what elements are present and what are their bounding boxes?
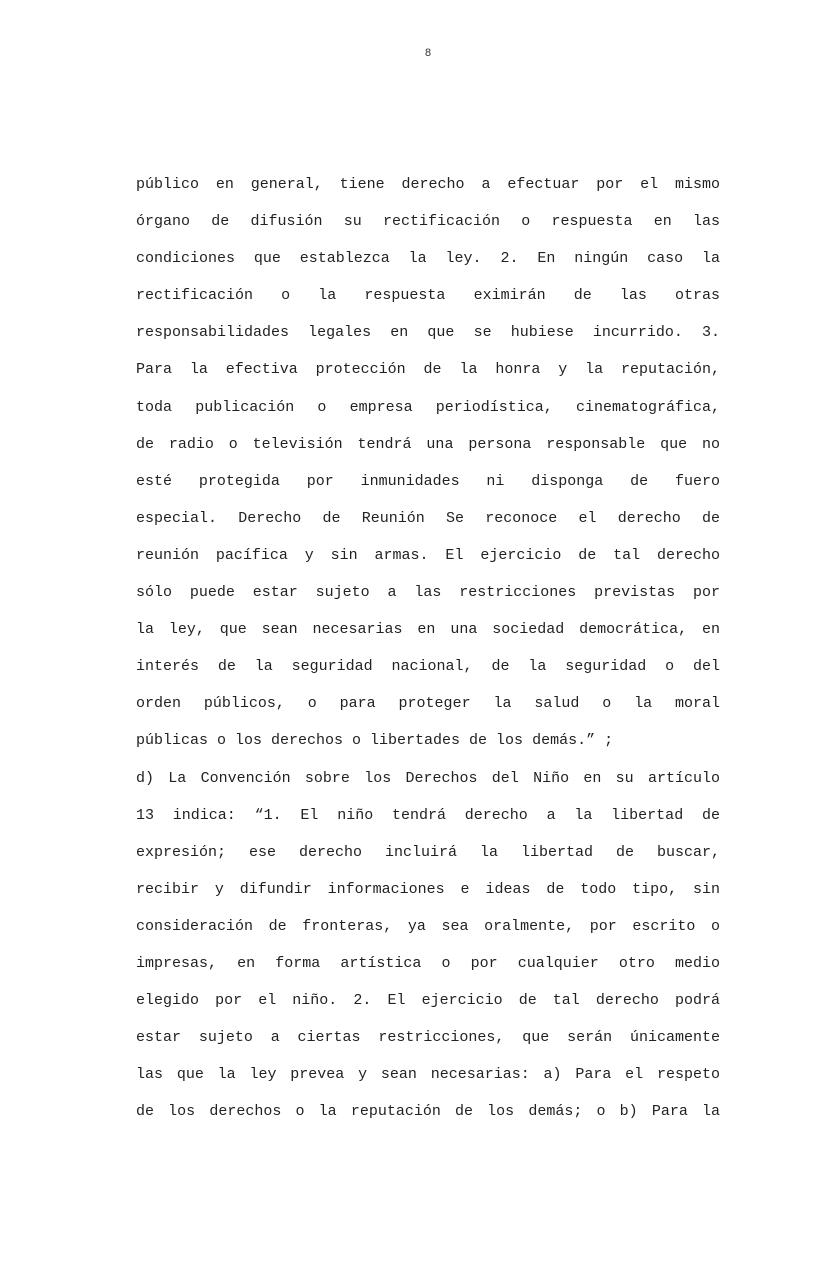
text-line: toda publicación o empresa periodística, cinematográfica,: [136, 398, 720, 416]
text-line: interés de la seguridad nacional, de la seguridad o del: [136, 658, 720, 676]
text-line: estar sujeto a ciertas restricciones, que serán únicamente: [136, 1029, 720, 1047]
text-line: esté protegida por inmunidades ni disponga de fuero: [136, 472, 720, 490]
text-line: especial. Derecho de Reunión Se reconoce el derecho de: [136, 509, 720, 527]
text-line: elegido por el niño. 2. El ejercicio de tal derecho podrá: [136, 992, 720, 1010]
text-line: condiciones que establezca la ley. 2. En ningún caso la: [136, 250, 720, 268]
text-line: d) La Convención sobre los Derechos del Niño en su artículo: [136, 769, 720, 787]
text-line: orden públicos, o para proteger la salud o la moral: [136, 695, 720, 713]
text-line: 13 indica: “1. El niño tendrá derecho a la libertad de: [136, 806, 720, 824]
body-text: [136, 172, 720, 1136]
text-line: consideración de fronteras, ya sea oralmente, por escrito o: [136, 917, 720, 935]
page-number: 8: [424, 48, 432, 60]
text-line: Para la efectiva protección de la honra y la reputación,: [136, 361, 720, 379]
text-line: impresas, en forma artística o por cualquier otro medio: [136, 954, 720, 972]
text-line: de radio o televisión tendrá una persona responsable que no: [136, 435, 720, 453]
text-line: las que la ley prevea y sean necesarias: a) Para el respeto: [136, 1066, 720, 1084]
text-line: de los derechos o la reputación de los demás; o b) Para la: [136, 1103, 720, 1121]
text-line: rectificación o la respuesta eximirán de las otras: [136, 287, 720, 305]
text-line: órgano de difusión su rectificación o respuesta en las: [136, 213, 720, 231]
text-line: sólo puede estar sujeto a las restricciones previstas por: [136, 584, 720, 602]
text-line: reunión pacífica y sin armas. El ejercicio de tal derecho: [136, 546, 720, 564]
text-line: recibir y difundir informaciones e ideas de todo tipo, sin: [136, 880, 720, 898]
text-line: público en general, tiene derecho a efectuar por el mismo: [136, 176, 720, 193]
text-line: responsabilidades legales en que se hubiese incurrido. 3.: [136, 324, 720, 342]
text-line: públicas o los derechos o libertades de los demás.” ;: [136, 732, 614, 750]
text-line: la ley, que sean necesarias en una sociedad democrática, en: [136, 621, 720, 639]
text-line: expresión; ese derecho incluirá la libertad de buscar,: [136, 843, 720, 861]
